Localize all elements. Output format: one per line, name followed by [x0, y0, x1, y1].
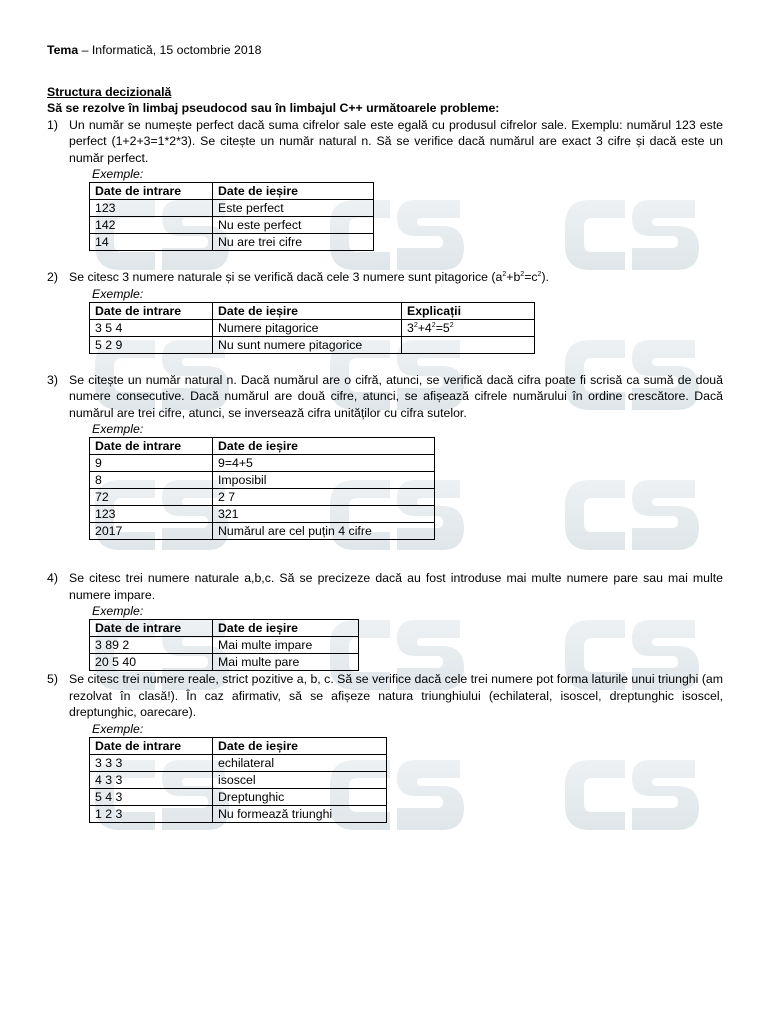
table-cell: Mai multe impare	[213, 637, 359, 654]
table-row	[90, 336, 535, 353]
table-row	[90, 788, 387, 805]
table-cell: echilateral	[213, 754, 387, 771]
problem-text: Un număr se numește perfect dacă suma cifrelor sale este egală cu produsul cifrelor sale. Exemplu: numărul 123 este perfect (1+2+3=1*2*3). Se citește un număr natural n. Să se verifice dacă numărul are exact 3 cifre și dacă este un număr perfect.	[69, 117, 723, 165]
column-header: Date de intrare	[90, 302, 213, 319]
table-cell: Nu formează triunghi	[213, 805, 387, 822]
problem-1	[47, 117, 723, 167]
table-cell: 5 2 9	[90, 336, 213, 353]
table-row	[90, 805, 387, 822]
examples-label: Exemple:	[92, 286, 144, 301]
table-cell: 72	[90, 489, 213, 506]
table-header-row	[90, 302, 535, 319]
column-header: Date de ieșire	[213, 620, 359, 637]
table-row	[90, 200, 374, 217]
table-cell: 4 3 3	[90, 771, 213, 788]
table-row	[90, 217, 374, 234]
table-row	[90, 771, 387, 788]
table-header-row	[90, 183, 374, 200]
column-header: Date de intrare	[90, 737, 213, 754]
table-row	[90, 489, 435, 506]
table-cell: 20 5 40	[90, 654, 213, 671]
table-cell: 3 3 3	[90, 754, 213, 771]
examples-table-5	[89, 737, 387, 823]
table-cell: Nu este perfect	[213, 217, 374, 234]
table-row	[90, 637, 359, 654]
column-header: Explicații	[402, 302, 535, 319]
column-header: Date de ieșire	[213, 737, 387, 754]
examples-label: Exemple:	[92, 721, 144, 736]
table-cell: 14	[90, 234, 213, 251]
problem-number: 2)	[47, 270, 58, 284]
problem-4	[47, 570, 723, 603]
problem-5	[47, 671, 723, 721]
table-cell: Nu sunt numere pitagorice	[213, 336, 402, 353]
table-row	[90, 319, 535, 336]
column-header: Date de intrare	[90, 183, 213, 200]
column-header: Date de ieșire	[213, 183, 374, 200]
problem-text: Se citesc trei numere reale, strict pozitive a, b, c. Să se verifice dacă cele trei numere pot forma laturile unui triunghi (am rezolvat în clasă!). În caz afirmativ, să se afișeze natura triunghiului (echilateral, isoscel, dreptunghic isoscel, dreptunghic, oarecare).	[69, 672, 723, 719]
table-cell	[402, 336, 535, 353]
table-cell: Numere pitagorice	[213, 319, 402, 336]
table-header-row	[90, 737, 387, 754]
problem-number: 1)	[47, 117, 58, 132]
examples-table-1	[89, 182, 374, 251]
table-cell: Mai multe pare	[213, 654, 359, 671]
table-cell: isoscel	[213, 771, 387, 788]
column-header: Date de ieșire	[213, 302, 402, 319]
table-header-row	[90, 438, 435, 455]
document-body	[47, 42, 723, 823]
table-cell: Este perfect	[213, 200, 374, 217]
table-cell: 2 7	[213, 489, 435, 506]
table-cell: 321	[213, 506, 435, 523]
table-cell: Dreptunghic	[213, 788, 387, 805]
page-title	[47, 42, 723, 59]
table-cell: 2017	[90, 523, 213, 540]
table-cell: 3 89 2	[90, 637, 213, 654]
problem-text: Se citesc trei numere naturale a,b,c. Să se precizeze dacă au fost introduse mai multe numere pare sau mai multe numere impare.	[69, 571, 723, 602]
column-header: Date de intrare	[90, 438, 213, 455]
table-cell: 9	[90, 455, 213, 472]
table-cell: 9=4+5	[213, 455, 435, 472]
table-cell: 123	[90, 506, 213, 523]
table-row	[90, 455, 435, 472]
examples-table-3	[89, 437, 435, 540]
section-title: Structura decizională	[47, 84, 172, 99]
problem-3	[47, 372, 723, 422]
table-row	[90, 234, 374, 251]
examples-label: Exemple:	[92, 422, 144, 436]
problem-number: 3)	[47, 372, 58, 387]
table-cell: 1 2 3	[90, 805, 213, 822]
table-row	[90, 506, 435, 523]
problem-text: Se citește un număr natural n. Dacă numărul are o cifră, atunci, se verifică dacă cifra poate fi scrisă ca sumă de două numere consecutive. Dacă numărul are două cifre, atunci, se afișează cifrele numărului în ordine crescătore. Dacă numărul are trei cifre, atunci, se inversează cifra unităților cu cifra sutelor.	[69, 372, 723, 420]
table-cell: 123	[90, 200, 213, 217]
table-row	[90, 654, 359, 671]
table-cell: Nu are trei cifre	[213, 234, 374, 251]
table-row	[90, 754, 387, 771]
table-row	[90, 472, 435, 489]
column-header: Date de intrare	[90, 620, 213, 637]
examples-table-2	[89, 302, 535, 354]
table-cell: 142	[90, 217, 213, 234]
title-bold: Tema	[47, 43, 79, 57]
problem-number: 4)	[47, 571, 58, 585]
examples-table-4	[89, 619, 359, 671]
problem-text: Se citesc 3 numere naturale și se verifică dacă cele 3 numere sunt pitagorice $(a^2+b^2=c^2)$.	[69, 270, 549, 284]
table-cell-explanation: $3^2+4^2=5^2$	[402, 319, 535, 336]
table-cell: 5 4 3	[90, 788, 213, 805]
title-rest: – Informatică, 15 octombrie 2018	[78, 43, 262, 57]
table-header-row	[90, 620, 359, 637]
problem-2	[47, 269, 723, 286]
table-cell: Imposibil	[213, 472, 435, 489]
examples-label: Exemple:	[92, 167, 144, 181]
table-cell: 3 5 4	[90, 319, 213, 336]
examples-label: Exemple:	[92, 604, 144, 618]
problem-number: 5)	[47, 672, 58, 686]
section-subtitle: Să se rezolve în limbaj pseudocod sau în limbajul C++ următoarele probleme:	[47, 101, 500, 115]
column-header: Date de ieșire	[213, 438, 435, 455]
table-cell: Numărul are cel puțin 4 cifre	[213, 523, 435, 540]
table-cell: 8	[90, 472, 213, 489]
table-row	[90, 523, 435, 540]
